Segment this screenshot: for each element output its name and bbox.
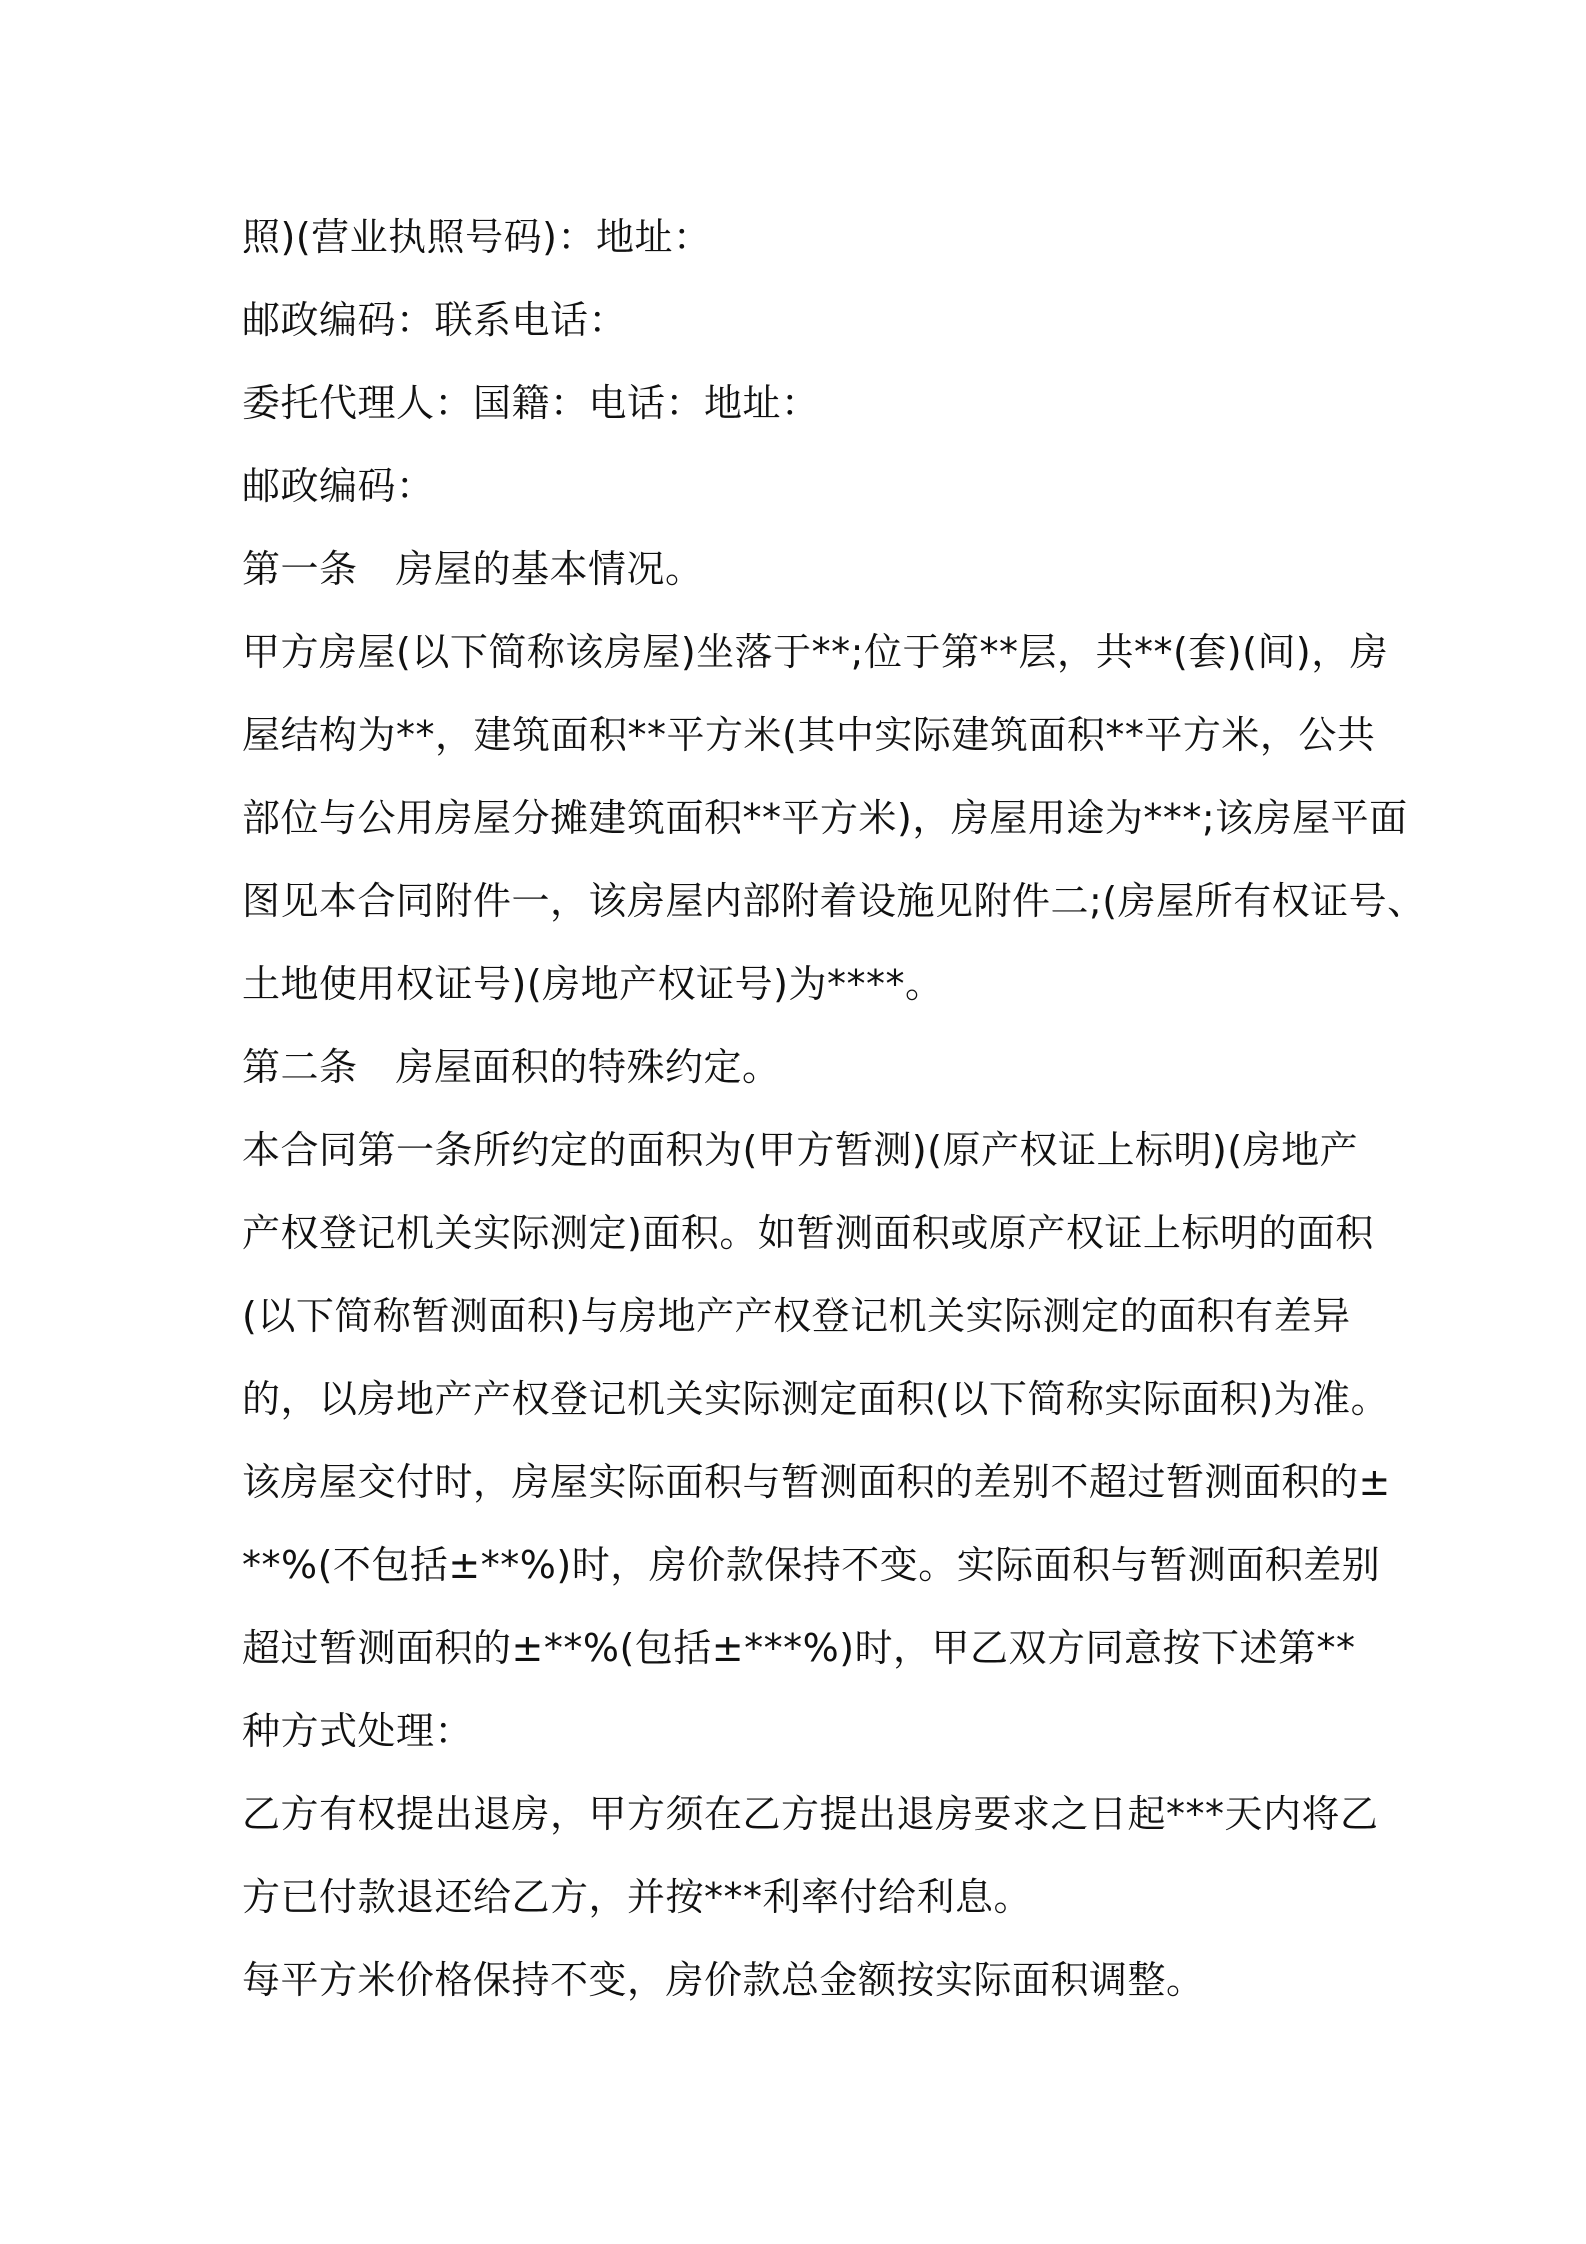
party-info-line: 照)(营业执照号码)：地址： <box>242 215 712 259</box>
article-2-paragraph-line: 每平方米价格保持不变，房价款总金额按实际面积调整。 <box>242 1958 1205 2002</box>
article-2-paragraph-line: 种方式处理： <box>242 1709 474 1753</box>
document-body <box>242 196 1426 2022</box>
article-2-paragraph-line: **%(不包括±**%)时，房价款保持不变。实际面积与暂测面积差别 <box>242 1543 1381 1587</box>
article-2-paragraph-line: 的，以房地产产权登记机关实际测定面积(以下简称实际面积)为准。 <box>242 1377 1390 1421</box>
article-2-paragraph-line: 本合同第一条所约定的面积为(甲方暂测)(原产权证上标明)(房地产 <box>242 1128 1359 1172</box>
article-2-paragraph-line: 方已付款退还给乙方，并按***利率付给利息。 <box>242 1875 1033 1919</box>
party-info-line: 邮政编码： <box>242 464 435 508</box>
article-2-paragraph-line: (以下简称暂测面积)与房地产产权登记机关实际测定的面积有差异 <box>242 1294 1351 1338</box>
article-2-paragraph-line: 该房屋交付时，房屋实际面积与暂测面积的差别不超过暂测面积的± <box>242 1460 1391 1504</box>
article-1-paragraph-line: 土地使用权证号)(房地产权证号)为****。 <box>242 962 944 1006</box>
article-1-paragraph-line: 图见本合同附件一，该房屋内部附着设施见附件二;(房屋所有权证号、 <box>242 879 1426 923</box>
article-1-paragraph-line: 甲方房屋(以下简称该房屋)坐落于**;位于第**层，共**(套)(间)，房 <box>242 630 1389 674</box>
article-heading-2 <box>242 1026 1362 1109</box>
article-number: 第二条 <box>242 1045 358 1089</box>
article-1-paragraph-line: 部位与公用房屋分摊建筑面积**平方米)，房屋用途为***;该房屋平面 <box>242 796 1408 840</box>
article-number: 第一条 <box>242 547 358 591</box>
party-info-line: 邮政编码：联系电话： <box>242 298 628 342</box>
article-2-paragraph-line: 超过暂测面积的±**%(包括±***%)时，甲乙双方同意按下述第** <box>242 1626 1356 1670</box>
party-info-line: 委托代理人：国籍：电话：地址： <box>242 381 820 425</box>
article-2-paragraph-line: 产权登记机关实际测定)面积。如暂测面积或原产权证上标明的面积 <box>242 1211 1374 1255</box>
article-heading-1 <box>242 528 1362 611</box>
article-1-paragraph-line: 屋结构为**，建筑面积**平方米(其中实际建筑面积**平方米，公共 <box>242 713 1376 757</box>
article-title: 房屋面积的特殊约定。 <box>395 1045 781 1089</box>
article-title: 房屋的基本情况。 <box>395 547 704 591</box>
article-2-paragraph-line: 乙方有权提出退房，甲方须在乙方提出退房要求之日起***天内将乙 <box>242 1792 1379 1836</box>
